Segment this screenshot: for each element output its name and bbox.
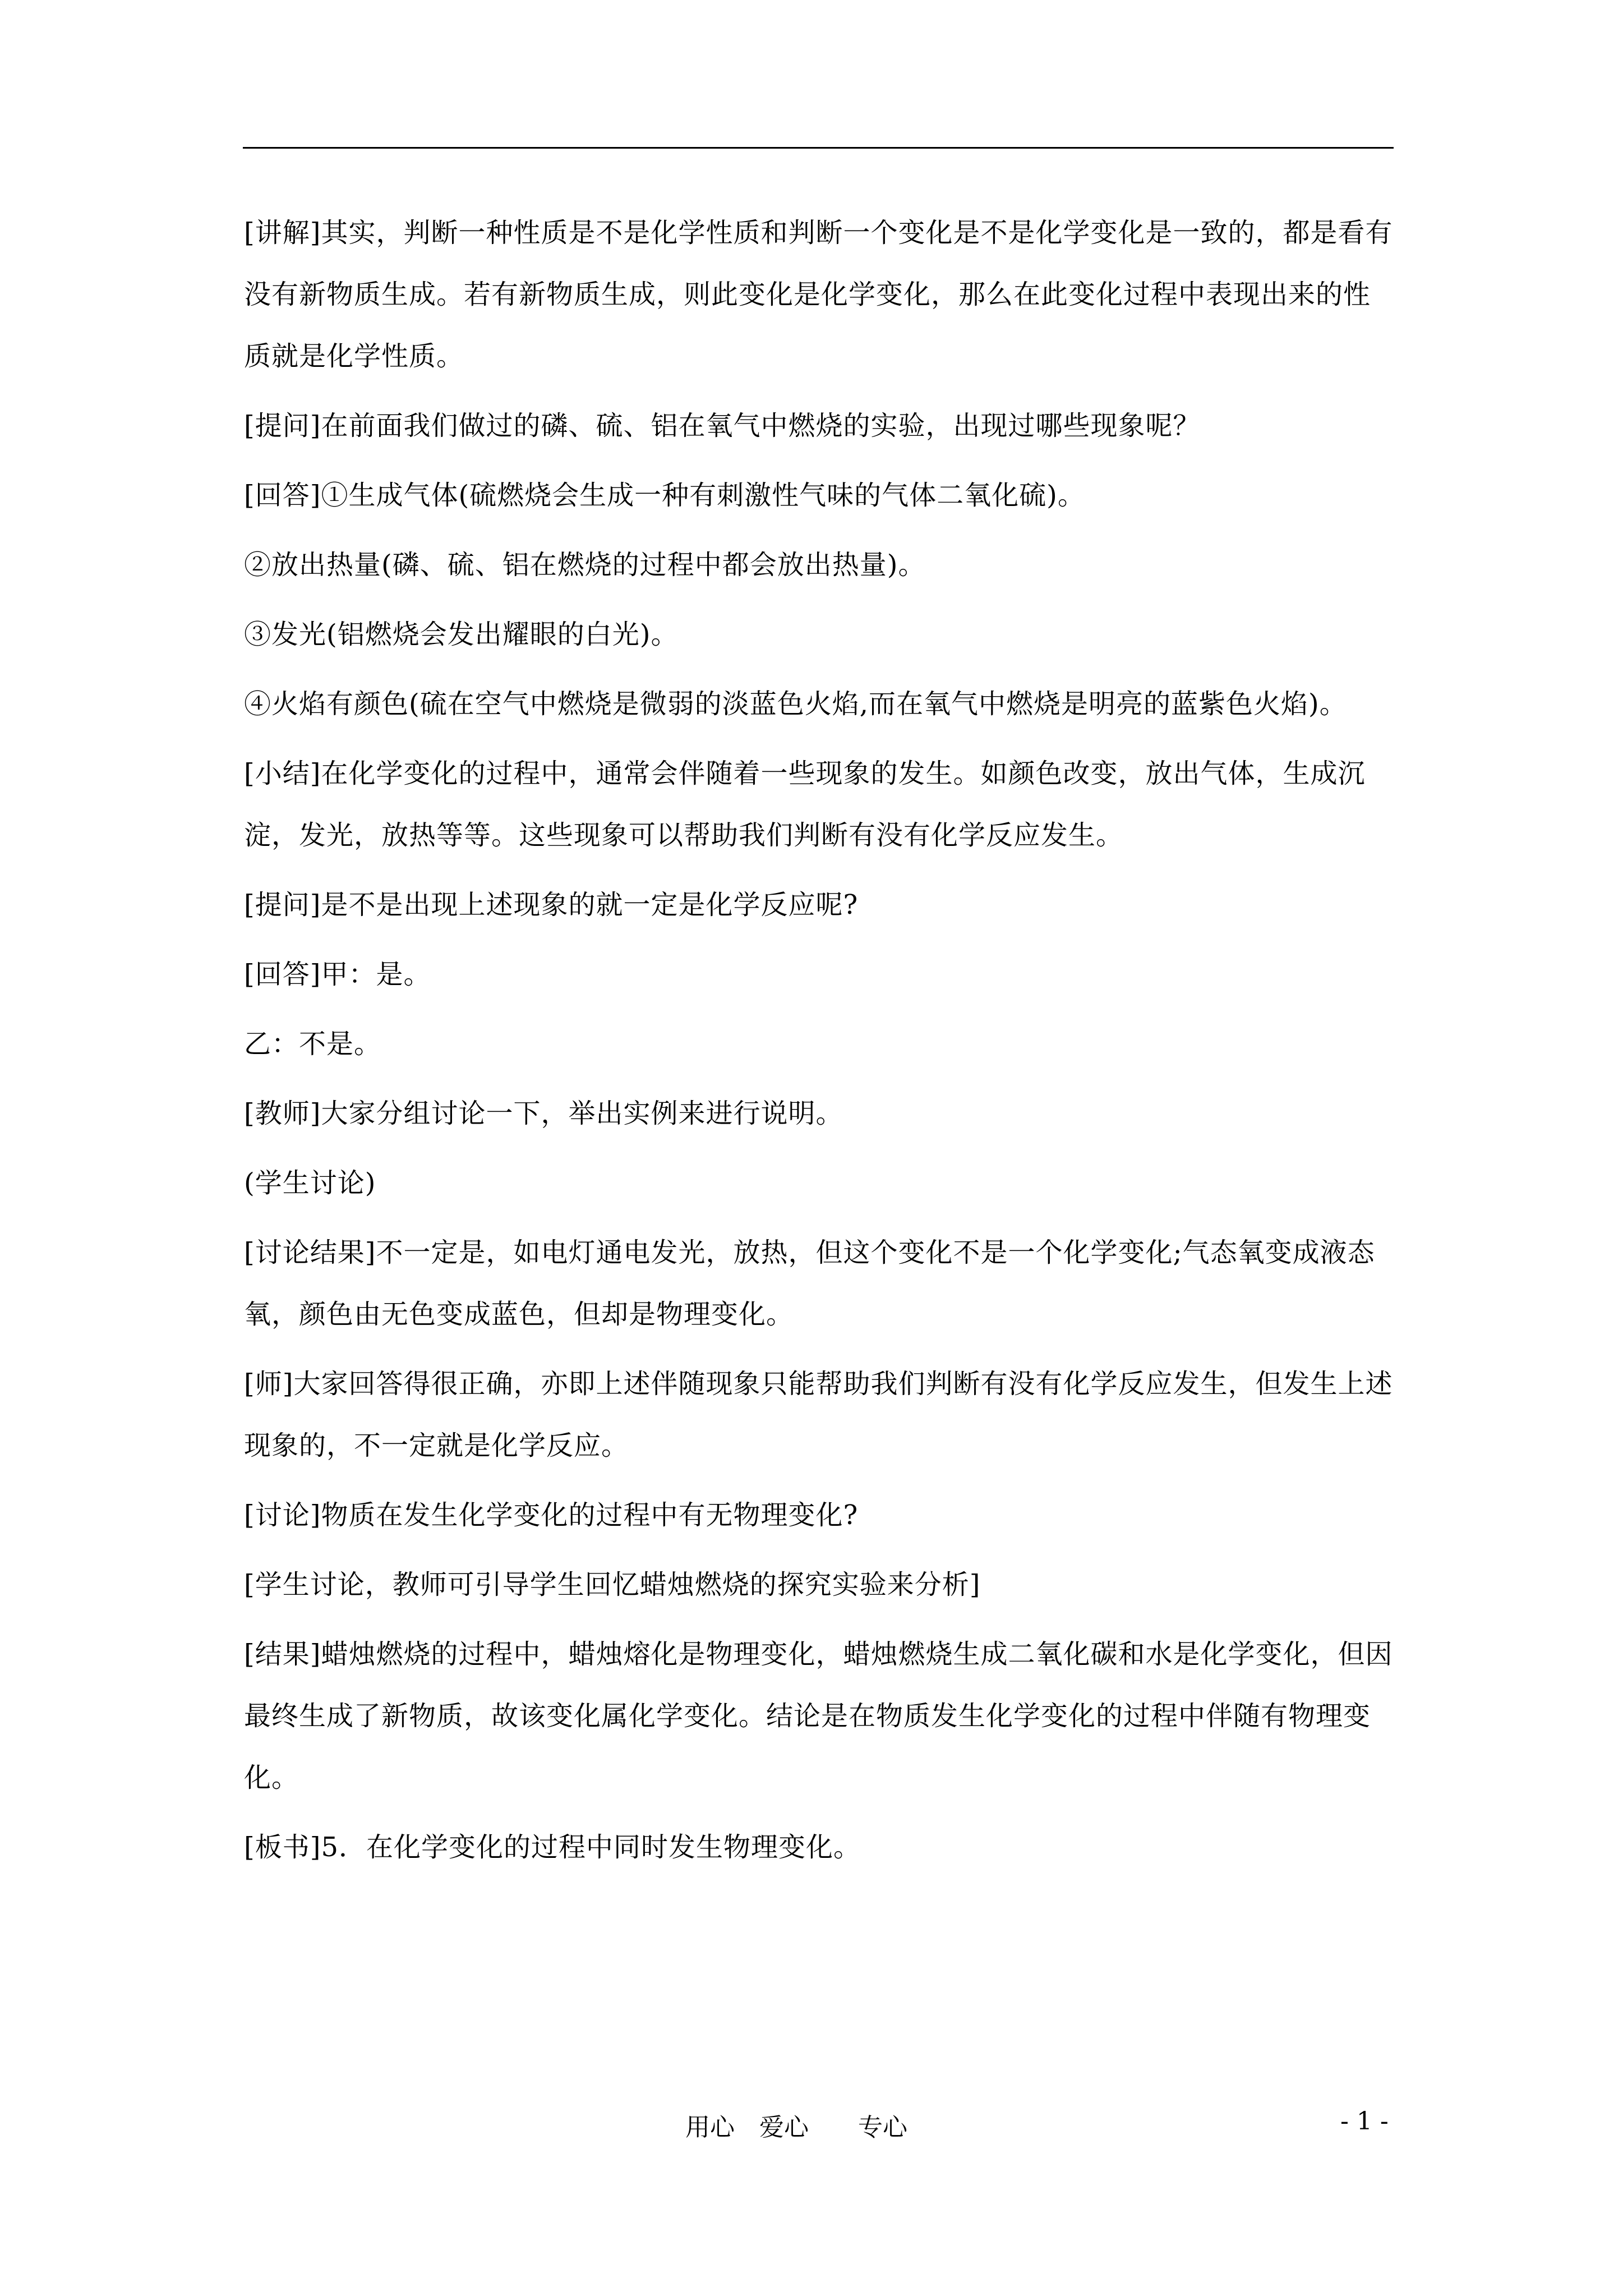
paragraph-summary: [小结]在化学变化的过程中，通常会伴随着一些现象的发生。如颜色改变，放出气体，生成沉淀，发光，放热等等。这些现象可以帮助我们判断有没有化学反应发生。 bbox=[244, 758, 1366, 851]
footer-text: 用心 爱心 专心 bbox=[685, 2113, 907, 2142]
paragraph-discussion: [讨论]物质在发生化学变化的过程中有无物理变化? bbox=[244, 1499, 859, 1531]
paragraph-question-1: [提问]在前面我们做过的磷、硫、铝在氧气中燃烧的实验，出现过哪些现象呢？ bbox=[244, 410, 1201, 441]
document-body bbox=[244, 202, 1395, 1886]
paragraph-result: [结果]蜡烛燃烧的过程中，蜡烛熔化是物理变化，蜡烛燃烧生成二氧化碳和水是化学变化，但因最终生成了新物质，故该变化属化学变化。结论是在物质发生化学变化的过程中伴随有物理变化。 bbox=[244, 1639, 1393, 1793]
paragraph-answer-3: ③发光(铝燃烧会发出耀眼的白光)。 bbox=[244, 619, 679, 650]
paragraph-teacher: [教师]大家分组讨论一下，举出实例来进行说明。 bbox=[244, 1098, 843, 1129]
paragraph-answer-a: [回答]甲：是。 bbox=[244, 959, 431, 990]
paragraph-board-note: [板书]5．在化学变化的过程中同时发生物理变化。 bbox=[244, 1832, 861, 1863]
paragraph-answer-b: 乙：不是。 bbox=[244, 1028, 382, 1060]
paragraph-explanation: [讲解]其实，判断一种性质是不是化学性质和判断一个变化是不是化学变化是一致的，都是看有没有新物质生成。若有新物质生成，则此变化是化学变化，那么在此变化过程中表现出来的性质就是化学性质。 bbox=[244, 217, 1393, 372]
paragraph-student-discussion: (学生讨论) bbox=[244, 1167, 376, 1199]
paragraph-answer-2: ②放出热量(磷、硫、铝在燃烧的过程中都会放出热量)。 bbox=[244, 549, 926, 581]
paragraph-answer-1: [回答]①生成气体(硫燃烧会生成一种有刺激性气味的气体二氧化硫)。 bbox=[244, 480, 1085, 511]
paragraph-answer-4: ④火焰有颜色(硫在空气中燃烧是微弱的淡蓝色火焰,而在氧气中燃烧是明亮的蓝紫色火焰)。 bbox=[244, 688, 1347, 720]
page-number: - 1 - bbox=[1340, 2107, 1389, 2136]
paragraph-question-2: [提问]是不是出现上述现象的就一定是化学反应呢? bbox=[244, 889, 859, 921]
paragraph-teacher-remark: [师]大家回答得很正确，亦即上述伴随现象只能帮助我们判断有没有化学反应发生，但发生上述现象的，不一定就是化学反应。 bbox=[244, 1368, 1393, 1461]
paragraph-student-guidance: [学生讨论，教师可引导学生回忆蜡烛燃烧的探究实验来分析] bbox=[244, 1569, 981, 1600]
header-rule bbox=[243, 147, 1394, 149]
paragraph-discussion-result: [讨论结果]不一定是，如电灯通电发光，放热，但这个变化不是一个化学变化;气态氧变成液态氧，颜色由无色变成蓝色，但却是物理变化。 bbox=[244, 1237, 1375, 1330]
